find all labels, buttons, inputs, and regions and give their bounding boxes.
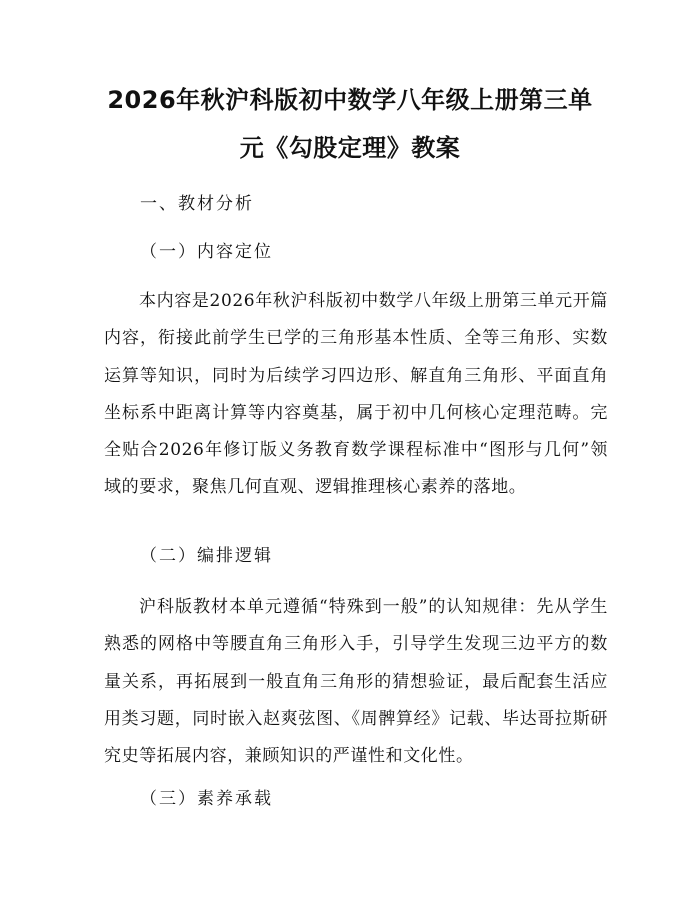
section-heading-teaching-material-analysis: 一、教材分析 <box>140 194 254 214</box>
paragraph-arrangement-logic: 沪科版教材本单元遵循“特殊到一般”的认知规律：先从学生熟悉的网格中等腰直角三角形入手，引导学生发现三边平方的数量关系，再拓展到一般直角三角形的猜想验证，最后配套生活应用类习题，同时嵌入赵爽弦图、《周髀算经》记载、毕达哥拉斯研究史等拓展内容，兼顾知识的严谨性和文化性。 <box>104 597 608 767</box>
subsection-heading-literacy-bearing: （三）素养承载 <box>140 789 273 809</box>
document-title-line-1: 2026年秋沪科版初中数学八年级上册第三单 <box>107 86 593 114</box>
subsection-heading-arrangement-logic: （二）编排逻辑 <box>140 546 273 566</box>
subsection-heading-content-positioning: （一）内容定位 <box>140 242 273 262</box>
document-title-line-2: 元《勾股定理》教案 <box>239 134 461 162</box>
paragraph-content-positioning: 本内容是2026年秋沪科版初中数学八年级上册第三单元开篇内容，衔接此前学生已学的三角形基本性质、全等三角形、实数运算等知识，同时为后续学习四边形、解直角三角形、平面直角坐标系中距离计算等内容奠基，属于初中几何核心定理范畴。完全贴合2026年修订版义务教育数学课程标准中“图形与几何”领域的要求，聚焦几何直观、逻辑推理核心素养的落地。 <box>104 291 608 498</box>
